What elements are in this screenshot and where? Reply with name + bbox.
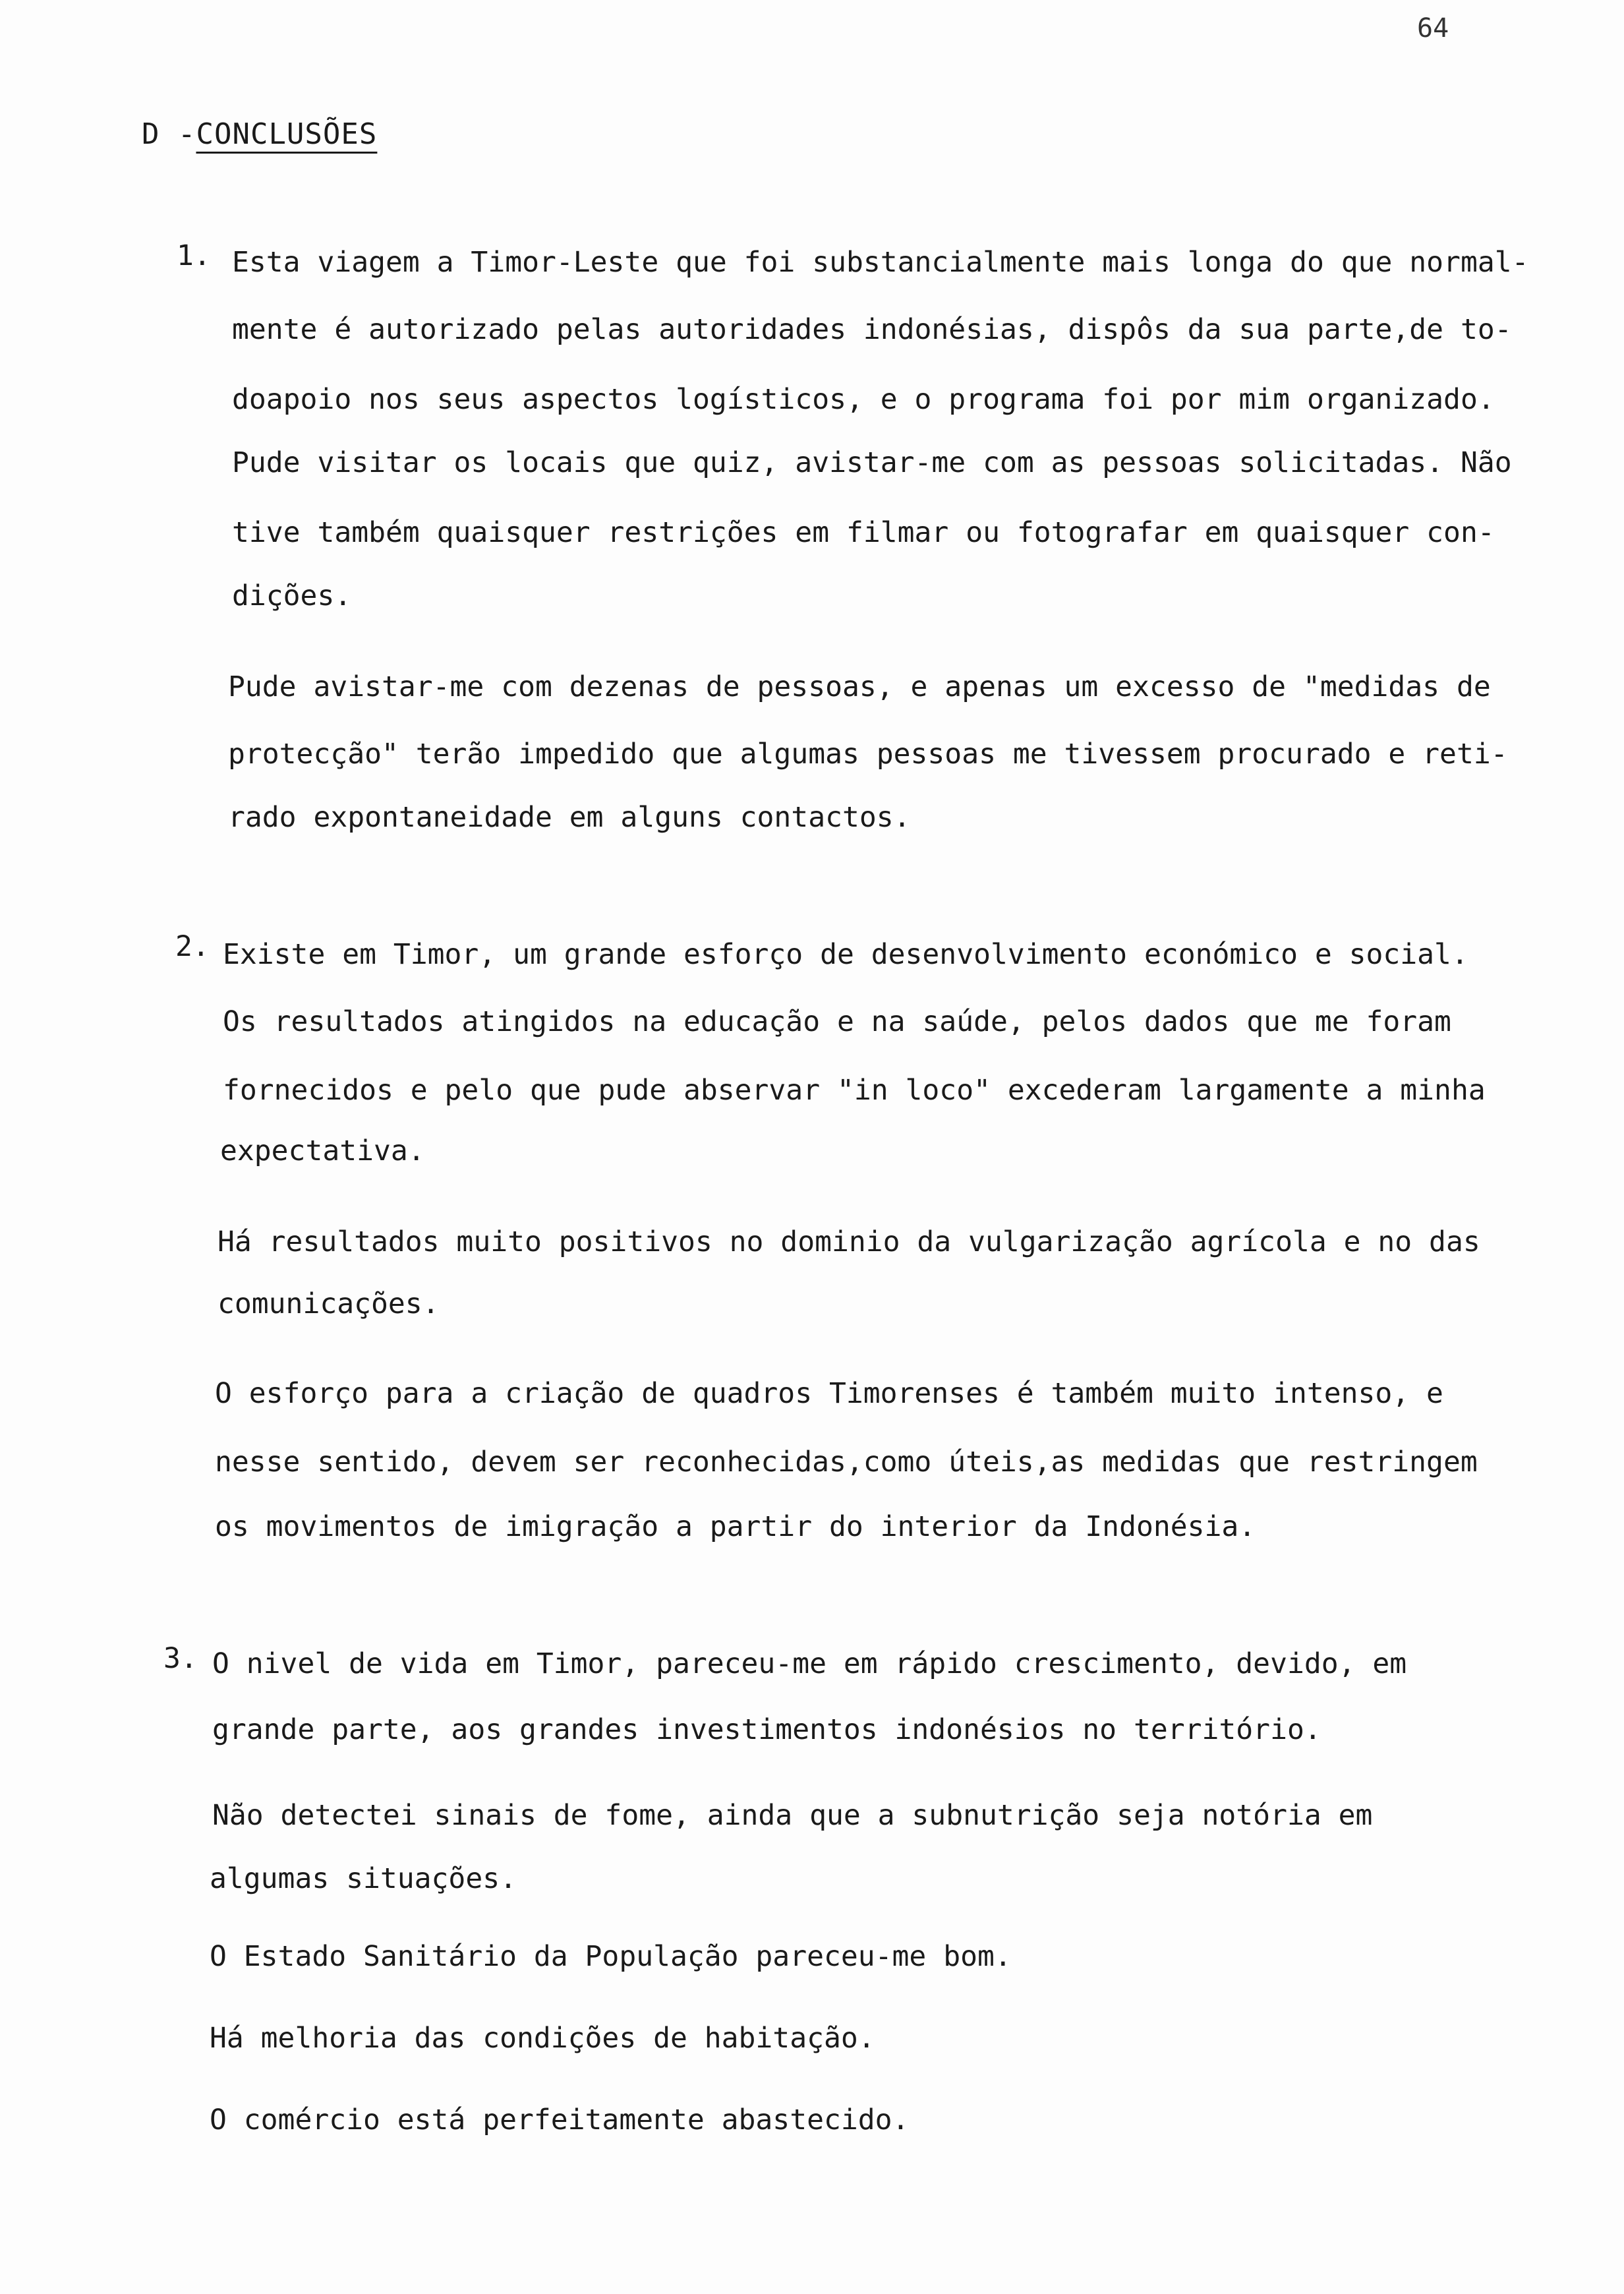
paragraph-line: Não detectei sinais de fome, ainda que a subnutrição seja notória em (212, 1799, 1373, 1832)
paragraph-line: doapoio nos seus aspectos logísticos, e o programa foi por mim organizado. (232, 383, 1495, 416)
paragraph-line: expectativa. (220, 1134, 425, 1167)
paragraph-line: Pude visitar os locais que quiz, avistar-me com as pessoas solicitadas. Não (232, 446, 1512, 479)
paragraph-line: Pude avistar-me com dezenas de pessoas, e apenas um excesso de "medidas de (228, 670, 1491, 703)
section-3-number: 3. (163, 1642, 198, 1675)
paragraph-line: rado expontaneidade em alguns contactos. (228, 801, 911, 834)
paragraph-line: comunicações. (218, 1287, 440, 1320)
paragraph-line: tive também quaisquer restrições em filmar ou fotografar em quaisquer con- (232, 516, 1495, 549)
heading-prefix: D - (142, 117, 196, 151)
page-number: 64 (1417, 13, 1449, 44)
paragraph-line: O esforço para a criação de quadros Timorenses é também muito intenso, e (215, 1377, 1443, 1410)
paragraph-line: grande parte, aos grandes investimentos indonésios no território. (212, 1713, 1321, 1746)
paragraph-line: os movimentos de imigração a partir do interior da Indonésia. (215, 1510, 1256, 1543)
paragraph-line: protecção" terão impedido que algumas pessoas me tivessem procurado e reti- (228, 738, 1508, 771)
paragraph-line: nesse sentido, devem ser reconhecidas,como úteis,as medidas que restringem (215, 1446, 1478, 1479)
paragraph-line: Há resultados muito positivos no dominio da vulgarização agrícola e no das (218, 1225, 1480, 1258)
paragraph-line: algumas situações. (210, 1862, 517, 1895)
paragraph-line: O comércio está perfeitamente abastecido. (210, 2103, 910, 2136)
heading-title: CONCLUSÕES (196, 117, 378, 151)
paragraph-line: Existe em Timor, um grande esforço de desenvolvimento económico e social. (223, 938, 1468, 971)
section-2-number: 2. (175, 930, 210, 963)
paragraph-line: O nivel de vida em Timor, pareceu-me em rápido crescimento, devido, em (212, 1647, 1407, 1680)
paragraph-line: fornecidos e pelo que pude abservar "in loco" excederam largamente a minha (223, 1074, 1486, 1107)
paragraph-line: Há melhoria das condições de habitação. (210, 2022, 875, 2055)
paragraph-line: dições. (232, 579, 352, 612)
paragraph-line: O Estado Sanitário da População pareceu-me bom. (210, 1940, 1012, 1973)
section-1-number: 1. (177, 239, 211, 272)
paragraph-line: mente é autorizado pelas autoridades indonésias, dispôs da sua parte,de to- (232, 313, 1512, 346)
paragraph-line: Os resultados atingidos na educação e na saúde, pelos dados que me foram (223, 1005, 1451, 1038)
section-heading (142, 117, 377, 151)
paragraph-line: Esta viagem a Timor-Leste que foi substancialmente mais longa do que normal- (232, 246, 1529, 279)
